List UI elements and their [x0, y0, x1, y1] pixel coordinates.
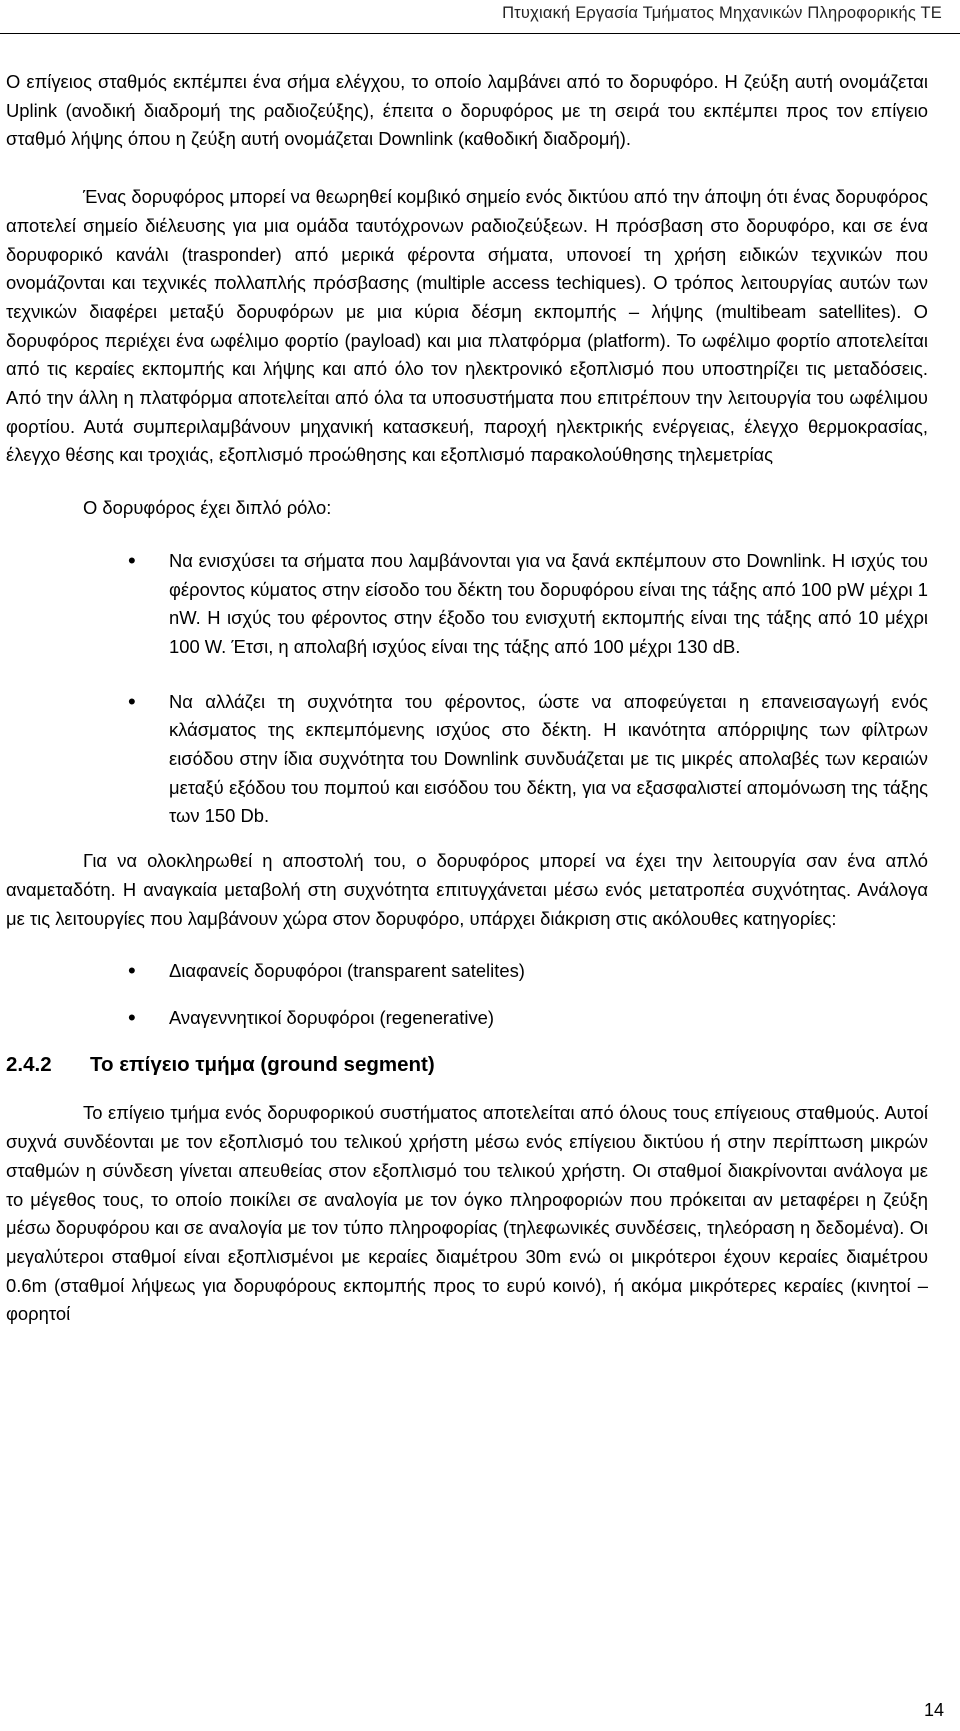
header-rule — [0, 33, 960, 34]
paragraph-dual-role: Ο δορυφόρος έχει διπλό ρόλο: — [83, 497, 332, 519]
bullet-icon: • — [128, 547, 136, 573]
satellite-categories-list — [6, 957, 928, 1032]
paragraph-ground-segment: Το επίγειο τμήμα ενός δορυφορικού συστήματος αποτελείται από όλους τους επίγειους σταθμούς. Αυτοί συχνά συνδέονται με τον εξοπλισμό του τελικού χρήστη μέσω ενός επίγειου δικτύου ή στην περίπτωση μικρών σταθμών η σύνδεση γίνεται απευθείας στον εξοπλισμό του τελικού χρήστη. Οι σταθμοί διακρίνονται ανάλογα με το μέγεθος τους, το οποίο ποικίλει σε αναλογία με τον όγκο πληροφοριών που πρόκειται αν μεταφέρει η ζεύξη μέσω δορυφόρου και σε αναλογία με τον τύπο πληροφορίας (τηλεφωνικές συνδέσεις, τηλεόραση η δεδομένα). Οι μεγαλύτεροι σταθμοί είναι εξοπλισμένοι με κεραίες διαμέτρου 30m ενώ οι μικρότεροι έχουν κεραίες διαμέτρου 0.6m (σταθμοί λήψεως για δορυφόρους εκπομπής προς το ευρύ κοινό), ή ακόμα μικρότερες κεραίες (κινητοί – φορητοί — [6, 1102, 928, 1325]
bullet-icon: • — [128, 688, 136, 714]
list-item — [6, 547, 928, 662]
list-item — [6, 688, 928, 832]
dual-role-list — [6, 547, 928, 831]
list-item-text: Να αλλάζει τη συχνότητα του φέροντος, ώστε να αποφεύγεται η επανεισαγωγή ενός κλάσματος της εκπεμπόμενης ισχύος στο δέκτη. Η ικανότητα απόρριψης των φίλτρων εισόδου στην ίδια συχνότητα του Downlink συνδυάζεται με τις μικρές απολαβές των κεραιών μεταξύ εξόδου του πομπού και εισόδου του δέκτη, για να εξασφαλιστεί απομόνωση της τάξης των 150 Db. — [169, 690, 928, 827]
list-item-text: Να ενισχύσει τα σήματα που λαμβάνονται για να ξανά εκπέμπουν στο Downlink. Η ισχύς του φέροντος κύματος στην είσοδο του δέκτη του δορυφόρου είναι της τάξης από 100 pW μέχρι 1 nW. Η ισχύς του φέροντος στην έξοδο του ενισχυτή εκπομπής είναι της τάξης από 10 μέχρι 100 W. Έτσι, η απολαβή ισχύος είναι της τάξης από 100 μέχρι 130 dB. — [169, 549, 928, 657]
bullet-icon: • — [128, 958, 136, 984]
list-item — [6, 957, 928, 986]
section-title: Το επίγειο τμήμα (ground segment) — [90, 1052, 435, 1076]
section-heading — [6, 1051, 928, 1080]
paragraph-repeater: Για να ολοκληρωθεί η αποστολή του, ο δορυφόρος μπορεί να έχει την λειτουργία σαν ένα απλό αναμεταδότη. Η αναγκαία μεταβολή στη συχνότητα επιτυγχάνεται μέσω ενός μετατροπέα συχνότητας. Ανάλογα με τις λειτουργίες που λαμβάνουν χώρα στον δορυφόρο, υπάρχει διάκριση στις ακόλουθες κατηγορίες: — [6, 850, 928, 929]
bullet-icon: • — [128, 1004, 136, 1030]
paragraph-uplink-downlink: Ο επίγειος σταθμός εκπέμπει ένα σήμα ελέγχου, το οποίο λαμβάνει από το δορυφόρο. Η ζεύξη αυτή ονομάζεται Uplink (ανοδική διαδρομή της ραδιοζεύξης), έπειτα ο δορυφόρος με τη σειρά του εκπέμπει προς τον επίγειο σταθμό λήψης όπου η ζεύξη αυτή ονομάζεται Downlink (καθοδική διαδρομή). — [6, 71, 928, 150]
section-number: 2.4.2 — [6, 1052, 52, 1076]
running-title: Πτυχιακή Εργασία Τμήματος Μηχανικών Πληροφορικής ΤΕ — [502, 4, 942, 22]
paragraph-satellite-node: Ένας δορυφόρος μπορεί να θεωρηθεί κομβικό σημείο ενός δικτύου από την άποψη ότι ένας δορυφόρος αποτελεί σημείο διέλευσης για μια ομάδα ταυτόχρονων ραδιοζεύξεων. Η πρόσβαση στο δορυφόρο, και σε ένα δορυφορικό κανάλι (trasponder) από μερικά φέροντα σήματα, υπονοεί τη χρήση ειδικών τεχνικών που ονομάζονται και τεχνικές πολλαπλής πρόσβασης (multiple access techiques). Ο τρόπος λειτουργίας αυτών των τεχνικών διαφέρει μεταξύ δορυφόρων με μια κύρια δέσμη εκπομπής – λήψης (multibeam satellites). Ο δορυφόρος περιέχει ένα ωφέλιμο φορτίο (payload) και μια πλατφόρμα (platform). Το ωφέλιμο φορτίο αποτελείται από τις κεραίες εκπομπής και λήψης και από όλο τον ηλεκτρονικό εξοπλισμό που υποστηρίζει τις μεταδόσεις. Από την άλλη η πλατφόρμα αποτελείται από όλα τα υποσυστήματα που επιτρέπουν την λειτουργία του ωφέλιμου φορτίου. Αυτά συμπεριλαμβάνουν μηχανική κατασκευή, παροχή ηλεκτρικής ενέργειας, έλεγχο θερμοκρασίας, έλεγχο θέσης και τροχιάς, εξοπλισμό προώθησης και εξοπλισμό παρακολούθησης τηλεμετρίας — [6, 186, 928, 466]
list-item-text: Αναγεννητικοί δορυφόροι (regenerative) — [169, 1006, 495, 1028]
page-body — [6, 68, 928, 1358]
page-header — [0, 0, 960, 42]
list-item — [6, 1004, 928, 1033]
page-number: 14 — [923, 1700, 944, 1720]
list-item-text: Διαφανείς δορυφόροι (transparent satelites) — [169, 960, 525, 982]
